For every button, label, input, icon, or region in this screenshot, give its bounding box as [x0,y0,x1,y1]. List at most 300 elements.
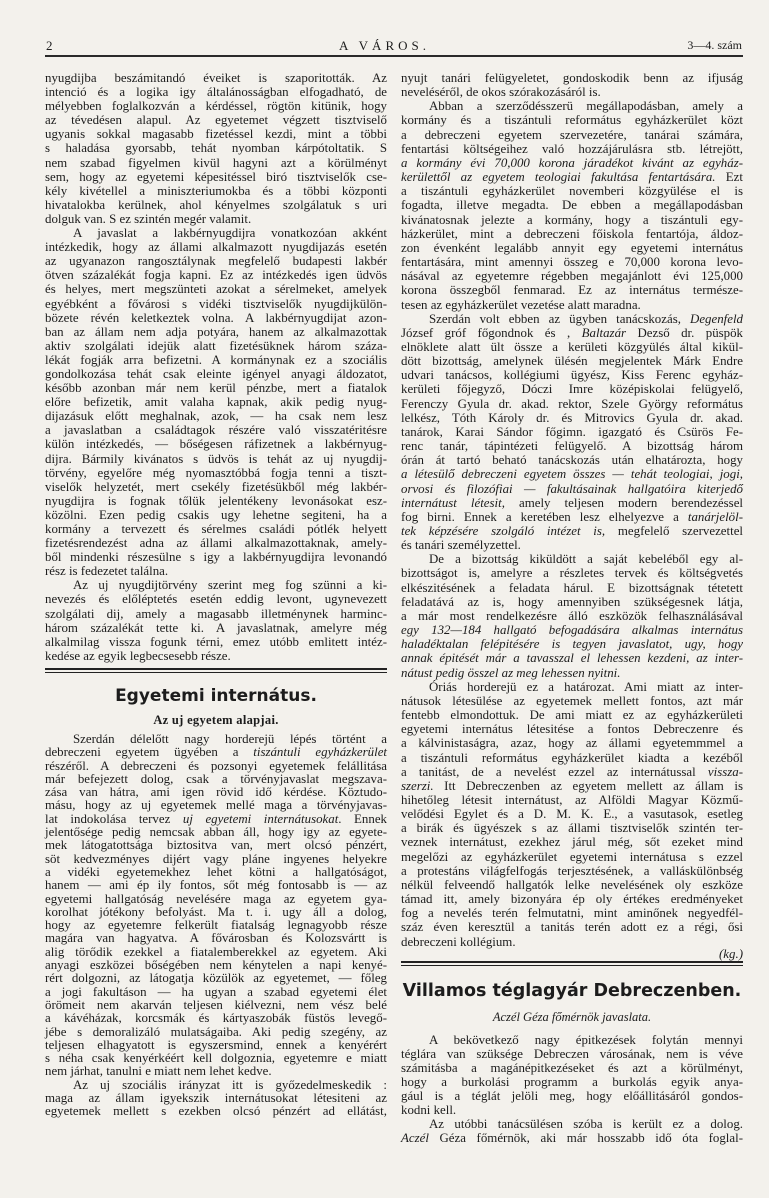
article-brick-factory-body [401,1033,743,1145]
text-line [401,170,743,184]
text: sem, hogy az egyetemi képesitéssel biró tisztviselők cse- [45,169,387,184]
text: másu, hogy az uj egyetemek mellé maga a törvényjavas- [45,798,387,813]
text: hogy a burkolási programm a burkolás egyik anya- [401,1075,743,1089]
text-line [401,85,743,99]
article-university-dormitory-continuation [401,71,743,949]
text-line [45,1026,387,1039]
text-line [401,467,743,481]
text-line [45,564,387,578]
text: a debreczeni egyetem szervezetére, tanárai számára, [401,127,743,142]
text: fogadta, illetve megadta. De ebben a megállapodásban [401,198,743,213]
text: nátusok létesülése az egyetemek mellett fontos, azt már [401,693,743,708]
text: lat indokolása tervez [45,811,183,826]
article-separator-rule [45,668,387,673]
text-line [401,722,743,736]
text-line [45,999,387,1012]
text: egyetemi hallgatóság nevelésére maga az egyetem gya- [45,891,387,906]
text-line [45,212,387,226]
text-line [45,879,387,892]
text: nevezés és előléptetés esetén eddig levont, ugynevezett [45,592,387,607]
italic-text: uj egyetemi internátusokat [182,811,339,826]
text: a tanitást, de a nevelést ezzel az internátussal [401,764,708,779]
text: bizottságot is, amelyre a részletes tervek és költségvetés [401,566,743,581]
text-line [45,536,387,550]
text: jelentősége pedig nemcsak abban áll, hogy igy az egyete- [45,825,387,840]
text: Itt Debreczenben az egyetem mellett az állam is [433,778,743,793]
italic-text: a létesülő debreczeni egyetem összes — tehát teologiai, jogi, [401,467,743,482]
italic-text: kerülettől az egyetem teologiai fakultása fentartására. [401,170,716,185]
text-line [45,184,387,198]
text-line [45,813,387,826]
text: a tiszántuli református egyházkerület kiadta a kezéből [401,750,743,765]
text: számitásba a magánépitkezéseket és azt a körülményt, [401,1061,743,1075]
text-line [401,1075,743,1089]
text-line [45,906,387,919]
text: fentartására, mint amennyi összeg e 70,000 korona levo- [401,255,743,270]
text: Géza főmérnök, aki már hosszabb idő óta foglal- [428,1131,743,1145]
text: a már most rendelkezésre álló eszközök felhasználásával [401,608,743,623]
text: fizetésrendezést adna az állami alkalmazottaknak, amely- [45,536,387,551]
paragraph [401,680,743,949]
text: debreczeni egyetem ügyében a [45,745,254,760]
text-line [401,835,743,849]
text: Ezt [715,170,743,185]
italic-text: Aczél [401,1131,429,1145]
text-line [401,128,743,142]
text-line [45,71,387,85]
text-line [45,466,387,480]
text-line [401,807,743,821]
text: közölni. Ezen pedig csakis ugy lehetne segiteni, ha a [45,507,387,522]
italic-text: internátust létesit, [401,495,505,510]
text: intézkedik, hogy az állami alkalmazott nyugdijazás esetén [45,240,387,255]
text-line [401,566,743,580]
newspaper-title: A VÁROS. [338,38,430,53]
text: Az uj szociális irányzat itt is győzedelmeskedik : [73,1077,387,1092]
paragraph [401,71,743,99]
text-line [45,381,387,395]
text-line [45,254,387,268]
text-line [401,241,743,255]
italic-text: a kormány évi 70,000 korona járadékot kivánt az egyház- [401,155,743,170]
text-line [401,708,743,722]
issue-number: 3—4. szám [687,38,742,52]
text-line [401,354,743,368]
text: mek látogatottsága biztositva van, mert olcsó pénzért, [45,838,387,853]
text: nyujt tanári felügyeletet, gondoskodik benn az ifjuság [401,71,743,85]
text: elkészitésének a feladata hárul. E bizottságnak tétetett [401,580,743,595]
text: gondolkozása tehát csak eleinte igényel anyagi áldozatot, [45,366,387,381]
text-line [401,1061,743,1075]
text-line [401,425,743,439]
text-line [401,581,743,595]
text: viselők helyzetét, mert csekély fizetésükből még lakbér- [45,479,387,494]
article-subtitle: Aczél Géza főmérnök javaslata. [492,1010,652,1024]
text: teljesen elhagyatott is egyszersmind, ennek a kenyérért [45,1037,387,1052]
text-line [45,127,387,141]
text-line [45,409,387,423]
text-line [45,99,387,113]
text-line [45,395,387,409]
paragraph [45,578,387,663]
text: hivatalokba kerülnek, ahol kényelmes szolgálatuk s uri [45,197,387,212]
text: renc tanár, tápintézeti felügyelő. A bizottság három [401,439,743,454]
text: s néha csak kenyérkéért kell dolgoznia, egyetemre e miatt [45,1051,387,1066]
text-line [401,283,743,297]
text-line [401,793,743,807]
text-line [401,382,743,396]
text: Ferenczy Gyula dr. akad. rektor, Szele György református [401,396,743,411]
text: A bekövetkező nagy épitkezések folytán mennyi [429,1033,743,1047]
text-line [45,480,387,494]
text-line [45,1039,387,1052]
text-line [45,367,387,381]
text-line [45,621,387,635]
text: az tévedésen alapul. Az egyetemet végzett tisztviselő [45,113,387,128]
text-line [401,453,743,467]
text-line [45,339,387,353]
text-line [45,156,387,170]
text-line [45,325,387,339]
text-line [401,397,743,411]
text: a javaslatban a családtagok részére való visszatéritésre [45,423,387,438]
text: lékát fogják arra befizetni. A kormánynak ez a szociális [45,352,387,367]
text: Szerdán volt ebben az ügyben tanácskozás, [429,311,691,326]
text-line [45,226,387,240]
text: fog a nevelés terén felmutatni, mint aminőnek negyedfél- [401,906,743,921]
text-line [45,760,387,773]
text: anyagi eszközei bőségében nem kénytelen a napi kenyé- [45,958,387,973]
text-line [45,1065,387,1078]
text-line [45,170,387,184]
text-line [401,340,743,354]
text-line [401,482,743,496]
text: kodni kell. [401,1103,457,1117]
text-line [45,311,387,325]
text: magára van hagyatva. A fővárosban és Kolozsvártt is [45,931,387,946]
text: alig törődik ezekkel a fiatalemberekkel az egyetem. Aki [45,944,387,959]
text-line [45,946,387,959]
text-line [401,312,743,326]
text: dött bizottság, amelynek ülésén megjelentek Márk Endre [401,354,743,369]
text: korona összegből fenmarad. Ez az internátus természe- [401,283,743,298]
text-line [45,1092,387,1105]
header-rule [45,55,743,57]
text-line [401,1089,743,1103]
text: Abban a szerződésszerü megállapodásban, amely a [429,99,743,114]
text: József gróf főgondnok és , [401,325,582,340]
italic-text: nátust pedig összel az meg lehessen nyitni. [401,665,621,680]
text-line [45,353,387,367]
italic-text: Degenfeld [690,311,743,326]
text-line [45,268,387,282]
text: a birák és ügyészek s az állami tisztviselők szintén ter- [401,821,743,836]
page-number: 2 [46,38,53,53]
text-line [401,227,743,241]
text: rész is fedezetet találna. [45,564,169,579]
text: Óriás horderejü ez a határozat. Ami miatt az inter- [429,679,743,694]
article-subtitle: Az uj egyetem alapjai. [153,713,279,727]
text: részéről. A debreczeni és pozsonyi egyetemek felállitása [45,758,387,773]
text-line [401,496,743,510]
text: mélyebben foglalkozván a kérdéssel, rögtön kitünik, hogy [45,99,387,114]
text-line [45,866,387,879]
text-line [401,113,743,127]
text-line [401,864,743,878]
text: kivánatosnak jelezte a kormány, hogy a tiszántuli egy- [401,212,743,227]
text: külön intézkedés, — bőségesen ráfizetnek a lakbérnyug- [45,437,387,452]
text-line [401,368,743,382]
text-line [45,839,387,852]
text-line [45,452,387,466]
text-line [401,892,743,906]
text: támad itt, amely bizonyára ép oly értékes eredményeket [401,892,743,907]
text-line [45,198,387,212]
article-title: Egyetemi internátus. [115,686,317,706]
text: tesen az egyházkerület vezetése alatt maradna. [401,297,641,312]
text: velődési Egylet és a D. M. K. E., a vasutasok, esetleg [401,807,743,822]
text: hihetőleg létesit internátust, az Alföldi Magyar Közmű- [401,792,743,807]
article-pension-law-continuation [45,71,387,663]
text-line [401,255,743,269]
text-line [401,765,743,779]
paragraph [401,99,743,311]
text-line [401,821,743,835]
text: ötven százalékát fogja kapni. Ez az intézkedés igen üdvös [45,268,387,283]
text: lelkész, Tóth Károly dr. és Mitrovics Gyula dr. akad. [401,410,743,425]
text-line [45,786,387,799]
text-line [45,607,387,621]
text: száz éven keresztül a tanitás terén adott ez a régi, ősi [401,920,743,935]
text: alkalmilag vissza fogunk térni, emez utóbb emlitett intéz- [45,634,387,649]
text-line [401,623,743,637]
text: kerületi főjegyző, Dóczi Imre középiskolai felügyelő, [401,382,743,397]
text: nem járhat, tanulni e miatt nem lehet kedve. [45,1064,272,1079]
text-line [45,773,387,786]
paragraph [401,312,743,553]
text: a jogi fakultáson — ha ugyan a szabad egyetemi élet [45,984,387,999]
paragraph [401,1033,743,1117]
text-line [401,651,743,665]
text: a protestáns világfelfogás terjesztésének, a valláskülönbség [401,863,743,878]
italic-text: egy 132—184 hallgató befogadására alkalmas internátus [401,623,743,638]
text: debreczeni kollégium. [401,934,516,949]
text-line [401,637,743,651]
text: a kálvinistaságra, azaz, hogy az állami egyetemmmel a [401,736,743,751]
italic-text: orvosi és filozófiai — fakultásainak hallgatóira kiterjedő [401,481,743,496]
text-line [401,1131,743,1145]
text-line [401,198,743,212]
text: Dezső dr. püspök [626,325,744,340]
text: három százalékát tette ki. A javaslatnak, amelyre még [45,620,387,635]
text-line [45,240,387,254]
text-line [401,71,743,85]
italic-text: vissza- [707,764,743,779]
text: tanárok, Karai Sándor főgimn. igazgató és Csürös Fe- [401,424,743,439]
italic-text: Baltazár [581,325,627,340]
text: násával az egyetemre régebben megajánlott évi 125,000 [401,269,743,284]
italic-text: tek képzésére szolgáló intézet is, [401,524,606,538]
text: maga az állam igyekszik internátusokat létesiteni az [45,1091,387,1106]
text: Szerdán délelőtt nagy horderejü lépés történt a [73,732,387,746]
text-line [45,508,387,522]
paragraph [45,1079,387,1119]
paragraph [45,733,387,1079]
text: szolgálati dij, amely a magasabb illetménynek harminc- [45,606,387,621]
text-line [401,213,743,227]
text-line [45,826,387,839]
text: kormány és a tiszántuli református egyházkerület közt [401,113,743,128]
text: megelőzi az egyházkerület egyetemi internátusa s ezzel [401,849,743,864]
text-line [45,959,387,972]
text: fentebb elmondottuk. De ami miatt ez az egyházkerületi [401,708,743,723]
italic-text: annak épitését már a tavasszal el lehessen kezdeni, az inter- [401,651,743,666]
text-line [401,184,743,198]
italic-text: szerzi. [401,778,434,793]
text: hogy az egyetemre felkerült fiatalság legnagyobb része [45,918,387,933]
text: bözete révén keletkeztek volna. A lakbérnyugdijat azon- [45,310,387,325]
text: előre befizetik, amit valaha kapnak, akik pedig nyug- [45,395,387,410]
text-line [45,853,387,866]
text: a vidéki egyetemekhez lehet kötni a hallgatóságot, [45,864,387,879]
italic-text: tiszántuli egyházkerület [253,745,387,760]
text-line [401,156,743,170]
text-line [45,932,387,945]
text: a kávéházak, korcsmák és kártyaszobák füstös levegő- [45,1011,387,1026]
text-line [45,522,387,536]
text-line [401,906,743,920]
text: fog birni. Ennek a keretében lesz elhelyezve a [401,509,688,524]
text: egyébként a fővárosi s vidéki tisztviselők nyugdijkülön- [45,296,387,311]
text-line [45,799,387,812]
text-line [401,439,743,453]
text: nyugdijba beszámitandó éveiket is szaporitották. Az [45,71,387,85]
text-line [401,1047,743,1061]
text: ből mindenki részesülne s igy a lakbérnyugdijra levonandó [45,550,387,565]
text: neveléséről, de okos szórakozásáról is. [401,85,601,100]
text-line [401,1103,743,1117]
text-line [401,680,743,694]
text: téglára van szüksége Debreczen városának, nem is véve [401,1047,743,1061]
text-line [45,1012,387,1025]
text-line [401,736,743,750]
text: megfelelő szervezettel [605,524,743,538]
text: ban az állam nem adja potyára, hanem az alkalmazottak [45,324,387,339]
text: Az uj nyugdijtörvény szerint meg fog szünni a ki- [73,578,387,593]
text: órán át tartó beható tanácskozás után elhatározta, hogy [401,453,743,468]
text-line [45,919,387,932]
text-line [401,411,743,425]
italic-text: haladéktalan felépitésére is tegyen javaslatot, ugy, hogy [401,637,743,652]
text-line [45,437,387,451]
text-line [45,635,387,649]
text: fentartási költségeihez való hozzájárulásra stb. létrejött, [401,141,743,156]
text-line [401,142,743,156]
article-university-dormitory-body [45,733,387,1119]
text: később azonban már nem kerül pénzbe, mert a fiatalok [45,381,387,396]
text-line [401,666,743,680]
text: hanem — ami ép ily fontos, sőt még fontosabb is — az [45,878,387,893]
text-line [401,538,743,552]
text-line [401,552,743,566]
text: egyetemi internátus létesitése a fontos Debreczenre és [401,722,743,737]
text-line [401,1117,743,1131]
text-line [45,986,387,999]
text: kedése az egyik legbecsesebb része. [45,648,231,663]
author-signature: (kg.) [719,947,743,961]
text-line [45,1052,387,1065]
text-line [45,113,387,127]
text-line [401,751,743,765]
text-line [401,920,743,934]
text-line [45,746,387,759]
text-line [401,298,743,312]
text: dijra. Bármily kivánatos s üdvös is tehát az uj nyugdij- [45,451,387,466]
text: nem szabad figyelmen kivül hagyni azt a körülményt [45,155,387,170]
text-line [45,1079,387,1092]
text-line [45,85,387,99]
article-title: Villamos téglagyár Debreczenben. [402,981,742,1001]
text: udvari tanácsos, kollégiumi ügyész, Kiss Ferenc egyház- [401,368,743,383]
text: rért dolgozni, az látogatja közülök az egyetemet, — főleg [45,971,387,986]
text-line [45,141,387,155]
text-line [45,972,387,985]
text: jébe s demoralizáló mulatságaiba. Aki pedig szegény, az [45,1024,387,1039]
text-line [401,878,743,892]
text-line [401,595,743,609]
text: aktiv szolgálati idejük alatt fizetésüknek három száza- [45,338,387,353]
text: örömeit nem akarván teljesen kiélvezni, nem vész belé [45,997,387,1012]
text: már befejezett dolog, csak a törvényjavaslat megszava- [45,771,387,786]
text: ugyanis sokkal magasabb fizetéssel kezdi, mint a többi [45,127,387,142]
text-line [45,423,387,437]
text: egyetemek mellett s ezekben olcsó pénzért ad ellátást, [45,1104,387,1119]
text: s haladása gyorsabb, tehát nyomban kárpótoltatik. S [45,141,387,156]
text-line [401,99,743,113]
text-line [45,592,387,606]
text-line [401,779,743,793]
text-line [45,733,387,746]
text: dijazásuk előtt meghalnak, azok, — ha csak nem lesz [45,409,387,424]
text-line [45,550,387,564]
text: intenció és a logika igy általánosságban elfogadható, de [45,85,387,100]
paragraph [45,226,387,578]
text: zon évenként legalább annyit egy egyetemi internátus [401,240,743,255]
text-line [45,494,387,508]
italic-text: tanárjelöl- [687,509,743,524]
text-line [401,524,743,538]
text: De a bizottság kiküldött a saját kebeléből egy al- [429,552,743,567]
text-line [45,893,387,906]
text: a tiszántuli egyházkerület novemberi közgyülése el is [401,184,743,199]
text: törvény, egyelőre még nyomasztóbbá fogja tenni a tiszt- [45,465,387,480]
text: gául is a téglát jelöli meg, hogy előállitásáról gondos- [401,1089,743,1103]
text-line [401,510,743,524]
paragraph [401,552,743,679]
text: . Ennek [338,811,387,826]
text: és tanári személyzettel. [401,538,521,553]
article-separator-rule [401,961,743,966]
text-line [45,649,387,663]
text-line [401,609,743,623]
text: elnöklete alatt ült össze a kerületi közgyülés által kikül- [401,339,743,354]
text: és helyes, mert megszünteti azokat a sérelmeket, amelyek [45,282,387,297]
text-line [401,1033,743,1047]
text-line [45,282,387,296]
text: házkerület, mint a debreczeni főiskola fentartója, áldoz- [401,226,743,241]
text-line [401,694,743,708]
text: zása van hátra, ami igen rövid idő kérdése. Köztudo- [45,785,387,800]
